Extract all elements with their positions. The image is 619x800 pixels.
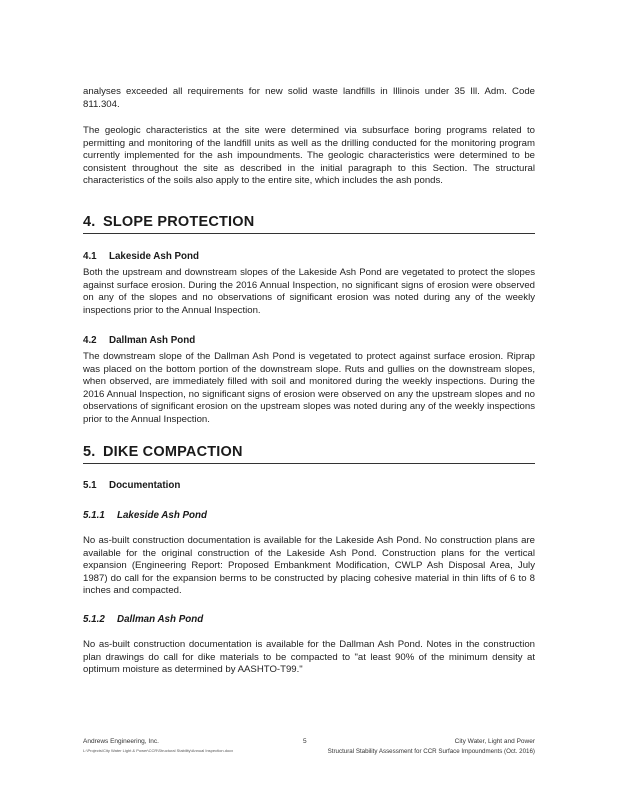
section-5-number: 5. [83, 444, 96, 460]
footer-page-number: 5 [303, 738, 307, 745]
section-4-1-title: Lakeside Ash Pond [109, 251, 200, 262]
section-4-2-heading [83, 335, 195, 346]
section-5-1-1-heading [83, 510, 207, 521]
section-4-2-number: 4.2 [83, 335, 97, 346]
footer-file-path: L:\Projects\City Water Light & Power\CCR\Structural Stability\Annual Inspection.docx [83, 748, 234, 753]
section-5-1-title: Documentation [109, 480, 181, 491]
intro-paragraph-1: analyses exceeded all requirements for new solid waste landfills in Illinois under 35 Ill. Adm. Code 811.304. [83, 86, 535, 110]
section-5-1-2-number: 5.1.2 [83, 614, 105, 625]
section-4-2-paragraph: The downstream slope of the Dallman Ash Pond is vegetated to protect against surface erosion. Riprap was placed on the bottom portion of the downstream slope. Ruts and gullies on the downstream slopes, when observed, are immediately filled with soil and monitored during the weekly inspections. During the 2016 Annual Inspection, no significant signs of erosion were observed on any the upstream slopes and no observations of significant erosion on the upstream slopes was noted during any of the weekly inspections prior to the Annual Inspection. [83, 351, 535, 425]
section-4-2-title: Dallman Ash Pond [109, 335, 196, 346]
section-5-1-2-paragraph: No as-built construction documentation is available for the Dallman Ash Pond. Notes in the construction plan drawings do call for dike materials to be compacted to "at least 90% of the minimum density at optimum moisture as determined by AASHTO-T99." [83, 639, 535, 676]
section-5-1-number: 5.1 [83, 480, 97, 491]
section-4-heading [83, 214, 535, 234]
footer-report-title: Structural Stability Assessment for CCR Surface Impoundments (Oct. 2016) [327, 748, 535, 755]
section-4-1-heading [83, 251, 199, 262]
footer-company: Andrews Engineering, Inc. [83, 738, 159, 745]
section-5-1-2-title: Dallman Ash Pond [117, 614, 204, 625]
intro-paragraph-2: The geologic characteristics at the site were determined via subsurface boring programs related to permitting and monitoring of the landfill units as well as the drilling conducted for the monitoring program currently implemented for the ash impoundments. The geologic characteristics were determined to be consistent throughout the site as described in the initial paragraph to this Section. The structural characteristics of the soils also apply to the entire site, which includes the ash ponds. [83, 125, 535, 187]
section-4-1-number: 4.1 [83, 251, 97, 262]
section-5-1-1-number: 5.1.1 [83, 510, 105, 521]
footer-client: City Water, Light and Power [454, 738, 535, 745]
section-5-1-2-heading [83, 614, 203, 625]
section-4-1-paragraph: Both the upstream and downstream slopes of the Lakeside Ash Pond are vegetated to protect the slopes against surface erosion. During the 2016 Annual Inspection, no significant signs of erosion were observed on any of the slopes and no observations of significant erosion was noted during any of the weekly inspections prior to the Annual Inspection. [83, 267, 535, 316]
section-5-heading [83, 444, 535, 464]
section-5-1-1-paragraph: No as-built construction documentation is available for the Lakeside Ash Pond. No construction plans are available for the original construction of the Lakeside Ash Pond. Construction plans for the vertical expansion (Engineering Report: Proposed Embankment Modification, CWLP Ash Disposal Area, July 1987) do call for the expansion berms to be constructed by placing cohesive material in thin lifts of 6 to 8 inches and compacted. [83, 535, 535, 597]
section-5-1-heading [83, 480, 180, 491]
section-4-title: SLOPE PROTECTION [103, 214, 255, 230]
section-4-number: 4. [83, 214, 96, 230]
section-5-title: DIKE COMPACTION [103, 444, 243, 460]
section-5-1-1-title: Lakeside Ash Pond [117, 510, 208, 521]
